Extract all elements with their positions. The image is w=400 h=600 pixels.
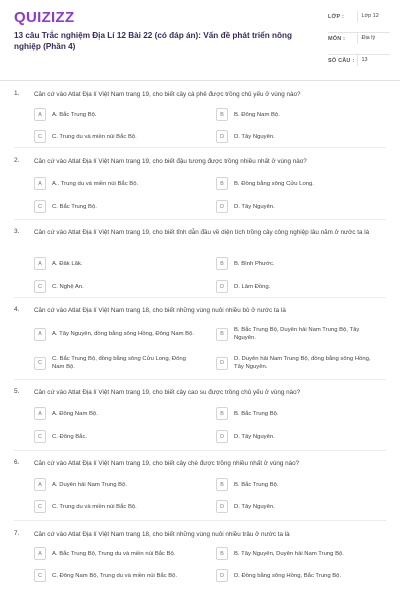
- option-d[interactable]: [216, 280, 378, 293]
- divider: [14, 219, 386, 220]
- option-letter-c: C: [34, 569, 46, 582]
- class-label: LỚP :: [328, 14, 344, 20]
- option-text: D. Duyên hải Nam Trung Bộ, đồng bằng sông Hồng, Tây Nguyên.: [234, 356, 371, 370]
- option-text: A. Đăk Lăk.: [52, 260, 83, 267]
- option-d[interactable]: [216, 130, 378, 143]
- option-letter-b: B: [216, 257, 228, 270]
- option-letter-a: A: [34, 407, 46, 420]
- option-letter-a: A: [34, 478, 46, 491]
- meta-row-subject: [328, 33, 390, 55]
- option-c[interactable]: [34, 569, 196, 582]
- option-text: C. Trung du và miền núi Bắc Bộ.: [52, 503, 137, 510]
- option-text: C. Bắc Trung Bộ.: [52, 203, 97, 210]
- option-d[interactable]: [216, 354, 378, 372]
- divider: [14, 520, 386, 521]
- meta-table: [328, 11, 390, 76]
- option-letter-b: B: [216, 478, 228, 491]
- option-a[interactable]: [34, 325, 196, 343]
- option-letter-c: C: [34, 357, 46, 370]
- option-c[interactable]: [34, 354, 196, 372]
- option-text: D. Tây Nguyên.: [234, 203, 275, 210]
- count-label: SỐ CÂU :: [328, 58, 355, 64]
- question-text: Căn cứ vào Atlat Địa lí Việt Nam trang 18, cho biết những vùng nuôi nhiều trâu ở nước ta là: [34, 531, 290, 538]
- option-letter-b: B: [216, 108, 228, 121]
- quizizz-logo: QUIZIZZ: [14, 9, 75, 26]
- option-text: A.. Trung du và miền núi Bắc Bộ.: [52, 180, 139, 187]
- option-letter-c: C: [34, 430, 46, 443]
- option-letter-d: D: [216, 357, 228, 370]
- subject-value: Địa lý: [357, 33, 390, 44]
- question-number: 3.: [14, 228, 20, 235]
- class-value: Lớp 12: [357, 11, 390, 22]
- option-b[interactable]: [216, 177, 378, 190]
- option-text: B. Bắc Trung Bộ, Duyên hải Nam Trung Bộ, Tây Nguyên.: [234, 327, 360, 341]
- option-letter-d: D: [216, 500, 228, 513]
- option-letter-b: B: [216, 407, 228, 420]
- count-value: 13: [357, 55, 390, 66]
- option-text: D. Tây Nguyên.: [234, 433, 275, 440]
- option-letter-d: D: [216, 130, 228, 143]
- option-text: A. Duyên hải Nam Trung Bộ.: [52, 481, 127, 488]
- divider: [14, 379, 386, 380]
- option-text: C. Đông Nam Bộ, Trung du và miền núi Bắc Bộ.: [52, 572, 178, 579]
- option-letter-c: C: [34, 280, 46, 293]
- option-b[interactable]: [216, 325, 378, 343]
- option-d[interactable]: [216, 430, 378, 443]
- option-a[interactable]: [34, 407, 196, 420]
- page-title: 13 câu Trắc nghiệm Địa Lí 12 Bài 22 (có đáp án): Vấn đề phát triển nông nghiệp (Phần 4): [14, 31, 292, 51]
- question-number: 7.: [14, 530, 20, 537]
- question-text: Căn cứ vào Atlat Địa lí Việt Nam trang 19, cho biết đậu tương được trồng nhiều nhất ở vùng nào?: [34, 158, 307, 165]
- meta-row-count: [328, 55, 390, 76]
- option-letter-a: A: [34, 177, 46, 190]
- option-c[interactable]: [34, 280, 196, 293]
- option-c[interactable]: [34, 430, 196, 443]
- option-a[interactable]: [34, 478, 196, 491]
- option-text: B. Đồng bằng sông Cửu Long.: [234, 180, 314, 187]
- divider: [14, 450, 386, 451]
- option-letter-a: A: [34, 108, 46, 121]
- option-letter-d: D: [216, 200, 228, 213]
- option-c[interactable]: [34, 500, 196, 513]
- option-letter-d: D: [216, 280, 228, 293]
- option-letter-b: B: [216, 177, 228, 190]
- option-text: C. Đông Bắc.: [52, 433, 88, 440]
- option-a[interactable]: [34, 547, 196, 560]
- option-text: D. Tây Nguyên.: [234, 133, 275, 140]
- option-text: A. Tây Nguyên, đồng bằng sông Hồng, Đông Nam Bộ.: [52, 331, 195, 337]
- option-text: B. Bắc Trung Bộ.: [234, 410, 279, 417]
- option-letter-d: D: [216, 569, 228, 582]
- option-text: A. Bắc Trung Bộ.: [52, 111, 97, 118]
- option-letter-b: B: [216, 328, 228, 341]
- option-d[interactable]: [216, 569, 378, 582]
- question-number: 5.: [14, 388, 20, 395]
- option-b[interactable]: [216, 257, 378, 270]
- option-text: B. Bắc Trung Bộ.: [234, 481, 279, 488]
- divider: [14, 147, 386, 148]
- option-letter-c: C: [34, 200, 46, 213]
- option-text: A. Bắc Trung Bộ, Trung du và miền núi Bắc Bộ.: [52, 550, 176, 557]
- option-d[interactable]: [216, 200, 378, 213]
- subject-label: MÔN :: [328, 36, 346, 42]
- option-text: C. Nghệ An.: [52, 283, 84, 290]
- question-number: 2.: [14, 157, 20, 164]
- option-a[interactable]: [34, 108, 196, 121]
- question-text: Căn cứ vào Atlat Địa lí Việt Nam trang 19, cho biết tỉnh dẫn đầu về diện tích trồng cây công nghiệp lâu năm ở nước ta là: [34, 229, 370, 236]
- option-letter-d: D: [216, 430, 228, 443]
- option-letter-a: A: [34, 547, 46, 560]
- document-header: [0, 0, 400, 81]
- option-a[interactable]: [34, 177, 196, 190]
- question-number: 1.: [14, 90, 20, 97]
- question-text: Căn cứ vào Atlat Địa lí Việt Nam trang 19, cho biết cây chè được trồng nhiều nhất ở vùng nào?: [34, 460, 300, 467]
- option-a[interactable]: [34, 257, 196, 270]
- option-letter-c: C: [34, 130, 46, 143]
- question-text: Căn cứ vào Atlat Địa lí Việt Nam trang 19, cho biết cây cao su được trồng chủ yếu ở vùng nào?: [34, 389, 301, 396]
- option-text: C. Trung du và miền núi Bắc Bộ.: [52, 133, 137, 140]
- meta-row-class: [328, 11, 390, 33]
- divider: [14, 297, 386, 298]
- option-letter-c: C: [34, 500, 46, 513]
- question-text: Căn cứ vào Atlat Địa lí Việt Nam trang 19, cho biết cây cà phê được trồng chủ yếu ở vùng nào?: [34, 91, 301, 98]
- question-number: 4.: [14, 306, 20, 313]
- option-text: D. Đồng bằng sông Hồng, Bắc Trung Bộ.: [234, 572, 342, 579]
- option-text: B. Bình Phước.: [234, 260, 275, 267]
- option-letter-b: B: [216, 547, 228, 560]
- option-c[interactable]: [34, 200, 196, 213]
- question-text: Căn cứ vào Atlat Địa lí Việt Nam trang 18, cho biết những vùng nuôi nhiều bò ở nước ta là: [34, 307, 286, 314]
- option-b[interactable]: [216, 108, 378, 121]
- option-letter-a: A: [34, 257, 46, 270]
- option-text: B. Tây Nguyên, Duyên hải Nam Trung Bộ.: [234, 550, 344, 557]
- option-text: B. Đông Nam Bộ.: [234, 111, 280, 118]
- option-letter-a: A: [34, 328, 46, 341]
- option-b[interactable]: [216, 407, 378, 420]
- option-d[interactable]: [216, 500, 378, 513]
- option-c[interactable]: [34, 130, 196, 143]
- option-b[interactable]: [216, 547, 378, 560]
- option-b[interactable]: [216, 478, 378, 491]
- option-text: D. Lâm Đồng.: [234, 283, 271, 290]
- option-text: C. Bắc Trung Bộ, đồng bằng sông Cửu Long, Đông Nam Bộ.: [52, 356, 186, 370]
- option-text: D. Tây Nguyên.: [234, 503, 275, 510]
- option-text: A. Đông Nam Bộ.: [52, 410, 98, 417]
- question-number: 6.: [14, 459, 20, 466]
